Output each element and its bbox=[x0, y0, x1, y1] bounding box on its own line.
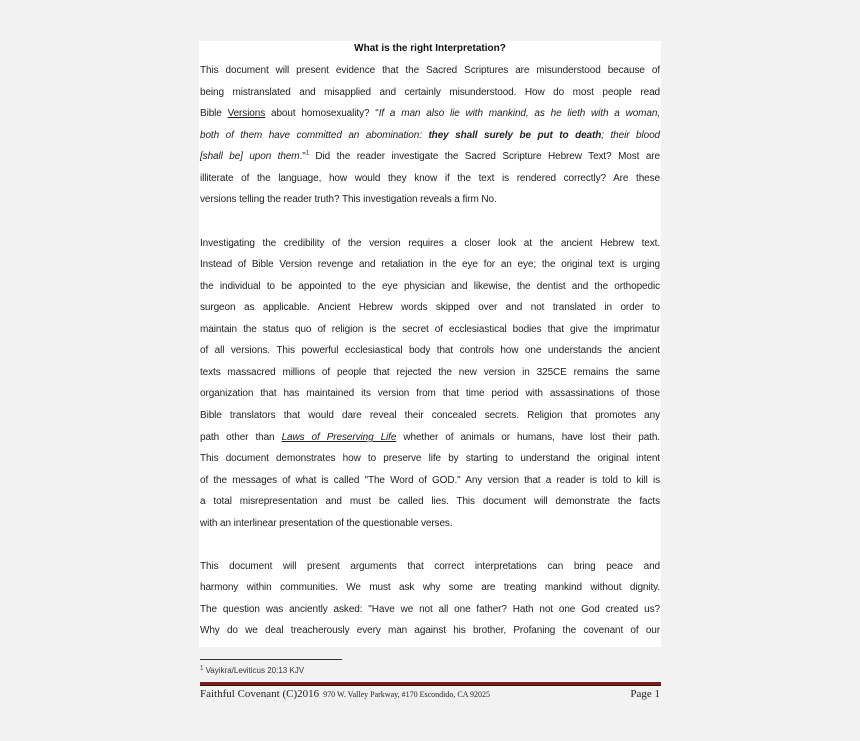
para2-line-11: This document demonstrates how to preserve life by starting to understand the original intent bbox=[200, 453, 660, 464]
quote-bold: they shall surely be put to death bbox=[428, 130, 602, 141]
para2-line-7: texts massacred millions of people that rejected the new version in 325CE remains the same bbox=[200, 367, 660, 378]
document-page bbox=[199, 41, 661, 647]
para1-line-7: versions telling the reader truth? This investigation reveals a firm No. bbox=[200, 194, 497, 205]
para3-line-1: This document will present arguments that correct interpretations can bring peace and bbox=[200, 561, 660, 572]
quote-italic-3: ; their blood bbox=[601, 130, 660, 141]
para3-line-3: The question was anciently asked: "Have we not all one father? Hath not one God created us? bbox=[200, 604, 660, 615]
para2-line-2: Instead of Bible Version revenge and retaliation in the eye for an eye; the original text is urging bbox=[200, 259, 660, 270]
para1-line-4 bbox=[200, 129, 660, 143]
para2-line-6: of all versions. This powerful ecclesiastical body that controls how one understands the ancient bbox=[200, 345, 660, 356]
para2-line-10-start: path other than bbox=[200, 432, 282, 443]
para2-line-13: a total misrepresentation and must be called lies. This document will demonstrate the facts bbox=[200, 496, 660, 507]
para1-line-5-end: Did the reader investigate the Sacred Scripture Hebrew Text? Most are bbox=[308, 151, 660, 162]
para1-line-6: illiterate of the language, how would they know if the text is rendered correctly? Are these bbox=[200, 173, 660, 184]
para1-line-3 bbox=[200, 107, 660, 121]
para1-line-3-mid: about homosexuality? " bbox=[265, 108, 379, 119]
para2-line-14: with an interlinear presentation of the questionable verses. bbox=[200, 518, 453, 529]
quote-italic-1: If a man also lie with mankind, as he lieth with a woman, bbox=[378, 108, 661, 119]
para1-line-2: being mistranslated and misapplied and certainly misunderstood. How do most people read bbox=[200, 87, 660, 98]
para2-line-10-end: whether of animals or humans, have lost their path. bbox=[396, 432, 660, 443]
para2-line-4: surgeon as applicable. Ancient Hebrew words skipped over and not translated in order to bbox=[200, 302, 660, 313]
footer-copyright: Faithful Covenant (C)2016 bbox=[200, 688, 320, 700]
footnote-reference[interactable]: 1 bbox=[305, 150, 309, 157]
para1-line-5 bbox=[200, 150, 660, 164]
footnote-number: 1 bbox=[200, 665, 204, 672]
quote-italic-2: both of them have committed an abomination: bbox=[200, 130, 429, 141]
quote-close: ." bbox=[299, 151, 306, 162]
para3-line-4: Why do we deal treacherously every man against his brother, Profaning the covenant of our bbox=[200, 625, 660, 636]
para2-line-8: organization that has maintained its version from that time period with assassinations of those bbox=[200, 388, 660, 399]
quote-italic-4: [shall be] upon them bbox=[200, 151, 300, 162]
para1-line-3-start: Bible bbox=[200, 108, 228, 119]
footer-divider bbox=[200, 682, 661, 686]
footnote-text: Vayikra/Leviticus 20:13 KJV bbox=[203, 666, 305, 675]
para3-line-2: harmony within communities. We must ask why some are treating mankind without dignity. bbox=[200, 582, 660, 593]
para2-line-10 bbox=[200, 431, 660, 445]
para2-line-5: maintain the status quo of religion is the secret of ecclesiastical bodies that give the imprimatur bbox=[200, 324, 660, 335]
document-title: What is the right Interpretation? bbox=[354, 43, 506, 54]
footer-address: 970 W. Valley Parkway, #170 Escondido, CA 92025 bbox=[323, 690, 491, 699]
page-number: Page 1 bbox=[630, 688, 660, 700]
footer-left bbox=[200, 687, 490, 702]
para1-line-1: This document will present evidence that the Sacred Scriptures are misunderstood because of bbox=[200, 65, 660, 76]
laws-of-preserving-life-link[interactable]: Laws of Preserving Life bbox=[281, 432, 397, 443]
versions-link-text: Versions bbox=[227, 108, 266, 119]
para2-line-12: of the messages of what is called "The Word of GOD." Any version that a reader is told to kill is bbox=[200, 475, 660, 486]
para2-line-3: the individual to be appointed to the eye physician and likewise, the dentist and the orthopedic bbox=[200, 281, 660, 292]
footnote bbox=[200, 665, 304, 677]
para2-line-9: Bible translators that would dare reveal their concealed secrets. Religion that promotes any bbox=[200, 410, 660, 421]
footnote-divider bbox=[200, 659, 342, 660]
para2-line-1: Investigating the credibility of the version requires a closer look at the ancient Hebrew text. bbox=[200, 238, 660, 249]
